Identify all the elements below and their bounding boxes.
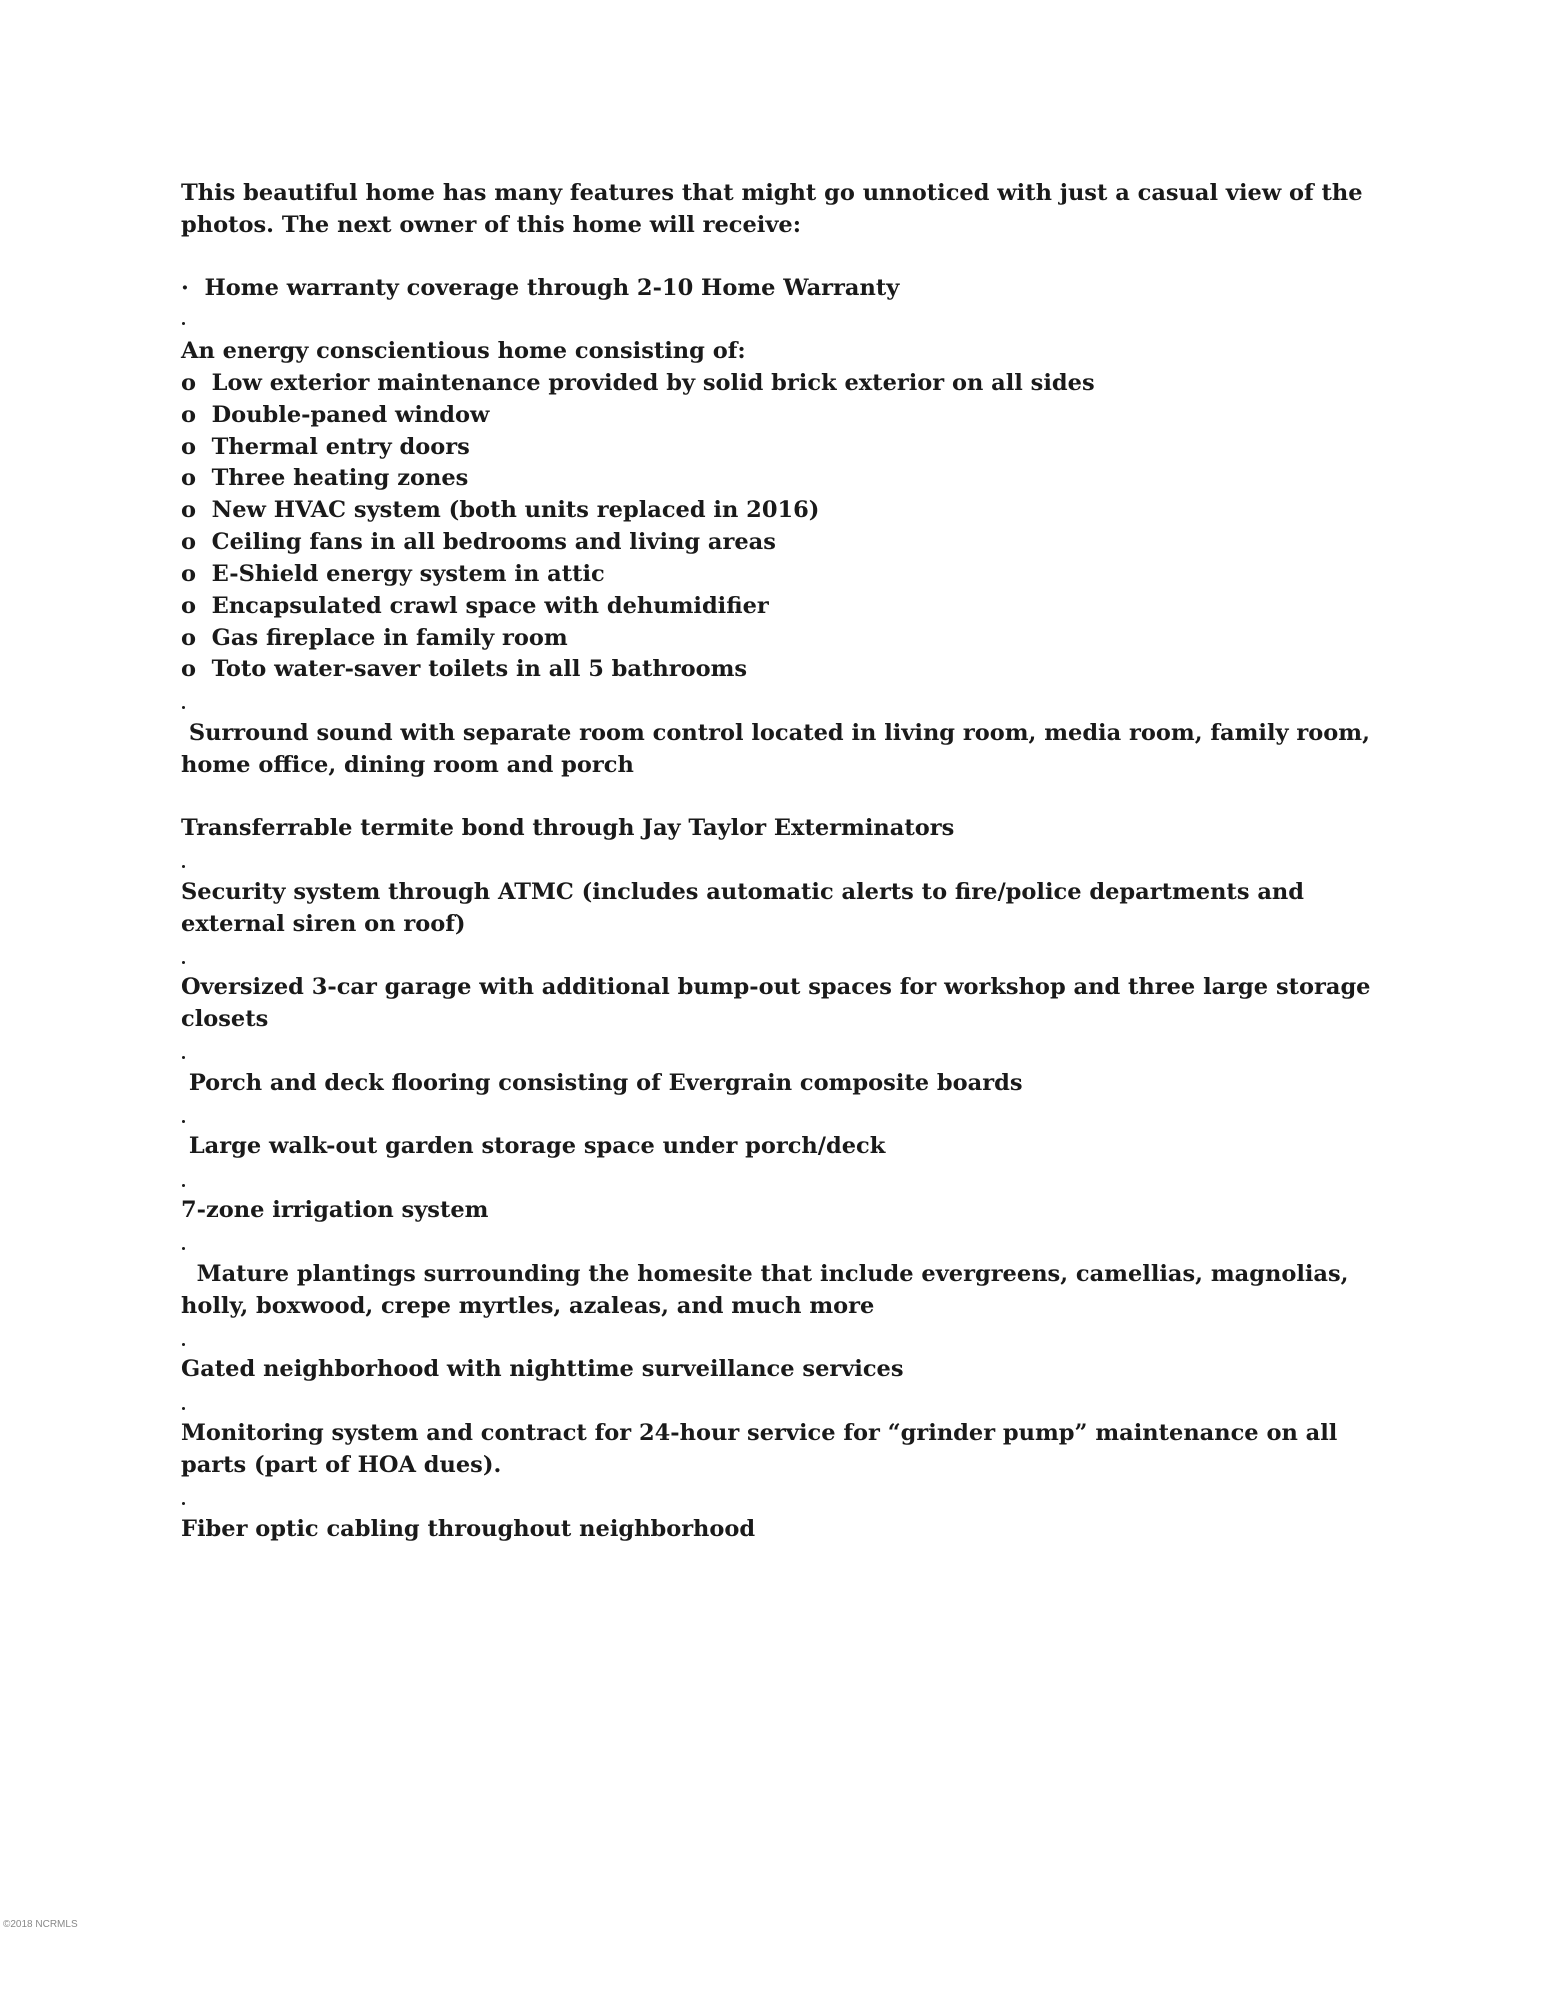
surround-sound-line-1: Surround sound with separate room control located in living room, media room, family room,	[181, 720, 1370, 746]
energy-item: o Double-paned window	[181, 402, 490, 428]
security-line-2: external siren on roof)	[181, 911, 466, 937]
energy-item: o Ceiling fans in all bedrooms and living areas	[181, 529, 776, 555]
energy-item: o Low exterior maintenance provided by solid brick exterior on all sides	[181, 370, 1095, 396]
energy-item: o Thermal entry doors	[181, 434, 470, 460]
bullet-dot	[182, 322, 185, 325]
gated-item: Gated neighborhood with nighttime surveillance services	[181, 1356, 904, 1382]
copyright-watermark: ©2018 NCRMLS	[3, 1919, 78, 1930]
bullet-dot	[182, 1184, 185, 1187]
energy-item: o New HVAC system (both units replaced in 2016)	[181, 497, 820, 523]
garden-storage-item: Large walk-out garden storage space under porch/deck	[181, 1133, 886, 1159]
irrigation-item: 7-zone irrigation system	[181, 1197, 489, 1223]
bullet-dot	[182, 1502, 185, 1505]
porch-item: Porch and deck flooring consisting of Evergrain composite boards	[181, 1070, 1023, 1096]
energy-item: o E-Shield energy system in attic	[181, 561, 605, 587]
bullet-dot	[182, 1343, 185, 1346]
plantings-line-1: Mature plantings surrounding the homesite that include evergreens, camellias, magnolias,	[181, 1261, 1349, 1287]
bullet-dot	[182, 1407, 185, 1410]
energy-item: o Encapsulated crawl space with dehumidifier	[181, 593, 769, 619]
monitoring-line-2: parts (part of HOA dues).	[181, 1452, 502, 1478]
garage-line-2: closets	[181, 1006, 269, 1032]
monitoring-line-1: Monitoring system and contract for 24-hour service for “grinder pump” maintenance on all	[181, 1420, 1338, 1446]
plantings-line-2: holly, boxwood, crepe myrtles, azaleas, and much more	[181, 1293, 875, 1319]
intro-line-2: photos. The next owner of this home will receive:	[181, 212, 802, 238]
intro-line-1: This beautiful home has many features that might go unnoticed with just a casual view of the	[181, 180, 1363, 206]
bullet-dot	[182, 706, 185, 709]
energy-heading: An energy conscientious home consisting of:	[181, 338, 746, 364]
bullet-dot	[182, 961, 185, 964]
energy-item: o Toto water-saver toilets in all 5 bathrooms	[181, 656, 748, 682]
surround-sound-line-2: home office, dining room and porch	[181, 752, 634, 778]
bullet-dot	[182, 1120, 185, 1123]
garage-line-1: Oversized 3-car garage with additional bump-out spaces for workshop and three large storage	[181, 974, 1371, 1000]
energy-item: o Gas fireplace in family room	[181, 625, 568, 651]
fiber-optic-item: Fiber optic cabling throughout neighborhood	[181, 1516, 756, 1542]
termite-bond-item: Transferrable termite bond through Jay Taylor Exterminators	[181, 815, 955, 841]
bullet-dot	[182, 865, 185, 868]
bullet-dot	[182, 1056, 185, 1059]
warranty-item: · Home warranty coverage through 2-10 Home Warranty	[181, 275, 900, 301]
energy-item: o Three heating zones	[181, 465, 469, 491]
bullet-dot	[182, 1247, 185, 1250]
security-line-1: Security system through ATMC (includes automatic alerts to fire/police departments and	[181, 879, 1305, 905]
